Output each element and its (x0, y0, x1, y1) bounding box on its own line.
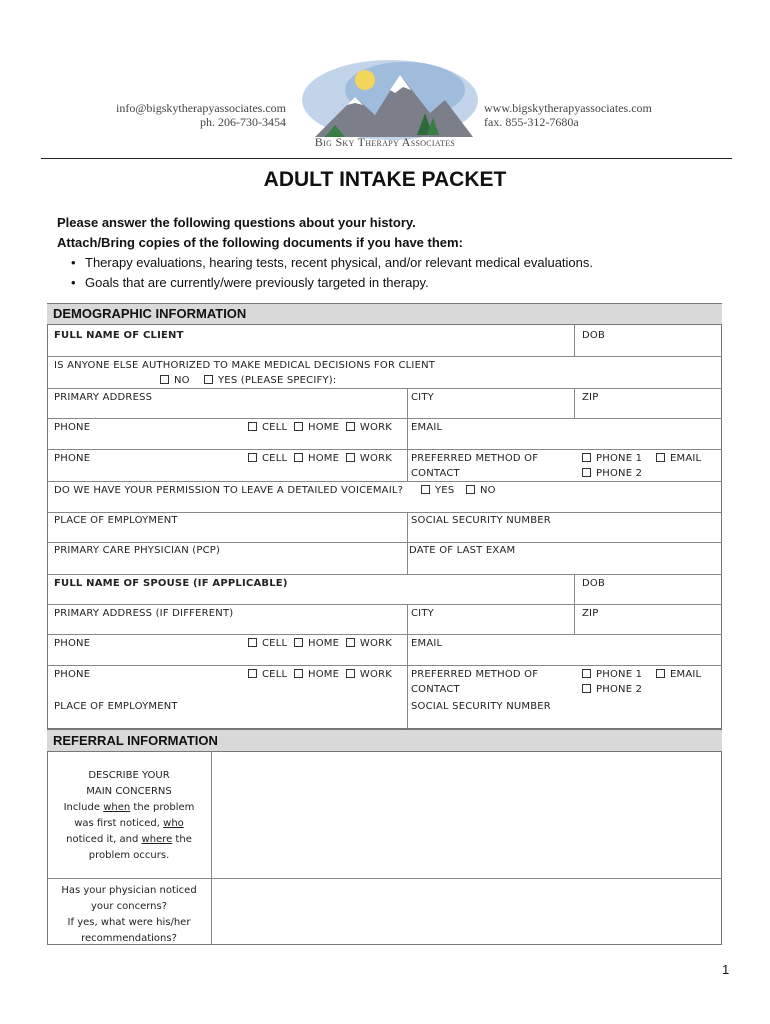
org-name: Big Sky Therapy Associates (314, 135, 456, 149)
q1-line (50, 832, 208, 848)
checkbox-label: WORK (359, 422, 392, 433)
q1-line: DESCRIBE YOUR (88, 770, 170, 781)
label-full-name-client: FULL NAME OF CLIENT (54, 330, 184, 341)
page-number: 1 (722, 962, 730, 977)
intro-instructions (57, 213, 717, 293)
intro-bullet-2: • Goals that are currently/were previously targeted in therapy. (71, 275, 429, 290)
q1-line: MAIN CONCERNS (86, 786, 172, 797)
checkbox-icon[interactable] (656, 669, 665, 678)
checkbox-icon[interactable] (582, 669, 591, 678)
col-divider (407, 388, 408, 449)
col-divider (407, 604, 408, 729)
checkbox-spouse-phone2[interactable] (582, 684, 642, 695)
label-spouse-phone: PHONE (54, 669, 91, 680)
row-divider (47, 604, 722, 605)
col-divider (574, 604, 575, 634)
label-authorized: IS ANYONE ELSE AUTHORIZED TO MAKE MEDICAL DECISIONS FOR CLIENT (54, 360, 436, 371)
checkbox-label: EMAIL (670, 669, 702, 680)
label-spouse-address: PRIMARY ADDRESS (IF DIFFERENT) (54, 608, 234, 619)
checkbox-label: NO (174, 375, 190, 386)
label-spouse-name: FULL NAME OF SPOUSE (IF APPLICABLE) (54, 578, 288, 589)
q2-line: your concerns? (90, 901, 168, 912)
contact-fax: fax. 855-312-7680a (484, 115, 579, 129)
header-divider (41, 158, 732, 159)
phone-type-options (248, 422, 392, 433)
q1-text: Include (63, 802, 104, 813)
checkbox-phone2[interactable] (582, 468, 642, 479)
checkbox-label: EMAIL (670, 453, 702, 464)
label-preferred-method: PREFERRED METHOD OF (411, 453, 539, 464)
page-title: ADULT INTAKE PACKET (263, 168, 507, 191)
checkbox-icon[interactable] (346, 453, 355, 462)
checkbox-label: WORK (359, 638, 392, 649)
phone-type-options (248, 669, 392, 680)
label-zip: ZIP (582, 392, 599, 403)
question-physician-noticed (50, 883, 208, 947)
row-divider (47, 418, 722, 419)
checkbox-icon[interactable] (582, 453, 591, 462)
q1-line (50, 800, 208, 816)
label-spouse-contact: CONTACT (411, 684, 460, 695)
checkbox-home[interactable] (294, 422, 339, 433)
checkbox-label: PHONE 1 (596, 453, 643, 464)
contact-phone: ph. 206-730-3454 (200, 115, 286, 129)
checkbox-work[interactable] (346, 422, 392, 433)
checkbox-cell[interactable] (248, 638, 287, 649)
checkbox-label: WORK (359, 669, 392, 680)
label-voicemail: DO WE HAVE YOUR PERMISSION TO LEAVE A DETAILED VOICEMAIL? (54, 485, 404, 496)
row-divider (47, 481, 722, 482)
answer-main-concerns[interactable] (212, 752, 721, 878)
checkbox-phone1[interactable] (582, 453, 642, 464)
label-spouse-ssn: SOCIAL SECURITY NUMBER (411, 701, 551, 712)
label-spouse-phone: PHONE (54, 638, 91, 649)
checkbox-icon[interactable] (248, 669, 257, 678)
label-phone: PHONE (54, 453, 91, 464)
checkbox-icon[interactable] (294, 638, 303, 647)
row-divider (47, 665, 722, 666)
checkbox-spouse-phone1[interactable] (582, 669, 642, 680)
checkbox-label: YES (PLEASE SPECIFY): (218, 375, 337, 386)
checkbox-voicemail-no[interactable] (466, 485, 496, 496)
checkbox-label: YES (435, 485, 455, 496)
checkbox-icon[interactable] (346, 638, 355, 647)
answer-physician-noticed[interactable] (212, 879, 721, 944)
q1-text: was first noticed, (74, 818, 164, 829)
row-divider (47, 449, 722, 450)
checkbox-label: PHONE 2 (596, 468, 643, 479)
intro-line-2: Attach/Bring copies of the following documents if you have them: (57, 235, 463, 250)
checkbox-work[interactable] (346, 638, 392, 649)
checkbox-voicemail-yes[interactable] (421, 485, 454, 496)
checkbox-label: CELL (262, 453, 288, 464)
q1-text: the (172, 834, 192, 845)
phone-type-options (248, 638, 392, 649)
intro-line-1: Please answer the following questions about your history. (57, 215, 416, 230)
phone-type-options (248, 453, 392, 464)
checkbox-icon[interactable] (160, 375, 169, 384)
q2-line: Has your physician noticed (61, 885, 197, 896)
checkbox-label: CELL (262, 669, 288, 680)
checkbox-icon[interactable] (466, 485, 475, 494)
label-place-employment: PLACE OF EMPLOYMENT (54, 515, 178, 526)
intro-bullet-1: • Therapy evaluations, hearing tests, recent physical, and/or relevant medical evaluations. (71, 255, 594, 270)
checkbox-icon[interactable] (582, 468, 591, 477)
row-divider (47, 512, 722, 513)
checkbox-label: HOME (308, 669, 340, 680)
q1-text: the problem (130, 802, 195, 813)
intro-bullet-2-text: Goals that are currently/were previously targeted in therapy. (85, 275, 429, 290)
label-spouse-email: EMAIL (411, 638, 443, 649)
col-divider (574, 574, 575, 604)
q1-text: noticed it, and (66, 834, 142, 845)
label-dob: DOB (582, 330, 606, 341)
checkbox-work[interactable] (346, 669, 392, 680)
checkbox-icon[interactable] (248, 422, 257, 431)
intro-bullet-1-text: Therapy evaluations, hearing tests, recent physical, and/or relevant medical evaluations. (85, 255, 594, 270)
contact-left (96, 101, 286, 129)
checkbox-icon[interactable] (582, 684, 591, 693)
referral-section-header: REFERRAL INFORMATION (47, 729, 722, 752)
col-divider (574, 325, 575, 356)
checkbox-label: CELL (262, 422, 288, 433)
checkbox-spouse-email[interactable] (656, 669, 701, 680)
label-spouse-zip: ZIP (582, 608, 599, 619)
q1-emph: where (141, 834, 173, 845)
label-pcp: PRIMARY CARE PHYSICIAN (PCP) (54, 545, 221, 556)
checkbox-label: PHONE 1 (596, 669, 643, 680)
checkbox-icon[interactable] (346, 422, 355, 431)
checkbox-label: CELL (262, 638, 288, 649)
q1-emph: when (103, 802, 131, 813)
row-divider (47, 356, 722, 357)
checkbox-label: NO (480, 485, 496, 496)
checkbox-icon[interactable] (248, 453, 257, 462)
label-contact: CONTACT (411, 468, 460, 479)
q1-line (50, 816, 208, 832)
checkbox-icon[interactable] (656, 453, 665, 462)
checkbox-label: HOME (308, 422, 340, 433)
label-email: EMAIL (411, 422, 443, 433)
checkbox-home[interactable] (294, 638, 339, 649)
checkbox-authorized-no[interactable] (160, 375, 190, 386)
checkbox-home[interactable] (294, 669, 339, 680)
col-divider (407, 512, 408, 574)
contact-right (484, 101, 684, 129)
demographic-section-header: DEMOGRAPHIC INFORMATION (47, 303, 722, 325)
checkbox-email[interactable] (656, 453, 701, 464)
checkbox-icon[interactable] (346, 669, 355, 678)
checkbox-cell[interactable] (248, 669, 287, 680)
contact-email: info@bigskytherapyassociates.com (115, 101, 286, 115)
row-divider (47, 634, 722, 635)
checkbox-icon[interactable] (294, 669, 303, 678)
checkbox-work[interactable] (346, 453, 392, 464)
contact-website: www.bigskytherapyassociates.com (484, 101, 652, 115)
checkbox-icon[interactable] (421, 485, 430, 494)
col-divider (574, 388, 575, 418)
checkbox-label: HOME (308, 453, 340, 464)
q2-line: If yes, what were his/her (67, 917, 191, 928)
q2-line: recommendations? (81, 933, 177, 944)
checkbox-home[interactable] (294, 453, 339, 464)
row-divider (47, 574, 722, 575)
checkbox-label: HOME (308, 638, 340, 649)
checkbox-label: PHONE 2 (596, 684, 643, 695)
label-city: CITY (411, 392, 434, 403)
q1-line: problem occurs. (88, 850, 170, 861)
checkbox-icon[interactable] (294, 422, 303, 431)
label-spouse-city: CITY (411, 608, 434, 619)
label-primary-address: PRIMARY ADDRESS (54, 392, 153, 403)
label-ssn: SOCIAL SECURITY NUMBER (411, 515, 551, 526)
label-spouse-employment: PLACE OF EMPLOYMENT (54, 701, 178, 712)
checkbox-cell[interactable] (248, 453, 287, 464)
checkbox-icon[interactable] (204, 375, 213, 384)
checkbox-label: WORK (359, 453, 392, 464)
checkbox-icon[interactable] (248, 638, 257, 647)
label-spouse-preferred: PREFERRED METHOD OF (411, 669, 539, 680)
checkbox-authorized-yes[interactable] (204, 375, 336, 386)
col-divider (407, 449, 408, 481)
q1-emph: who (163, 818, 184, 829)
label-last-exam: DATE OF LAST EXAM (409, 545, 516, 556)
checkbox-cell[interactable] (248, 422, 287, 433)
row-divider (47, 542, 722, 543)
checkbox-icon[interactable] (294, 453, 303, 462)
row-divider (47, 388, 722, 389)
question-main-concerns (50, 768, 208, 864)
label-phone: PHONE (54, 422, 91, 433)
label-spouse-dob: DOB (582, 578, 606, 589)
